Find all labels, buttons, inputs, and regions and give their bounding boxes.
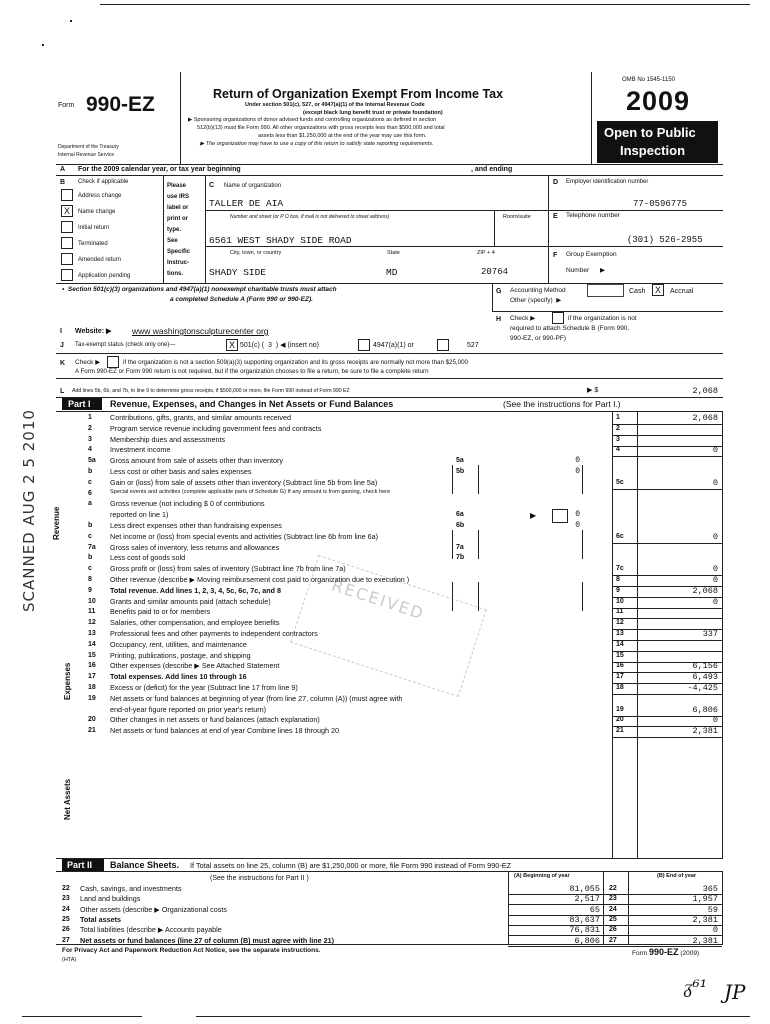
part-1-amount: 2,068 [692,586,718,596]
part-1-line-number: 6 [88,490,92,497]
part-2-column-label: 24 [609,906,617,913]
part-1-line-text: Other changes in net assets or fund balances (attach explanation) [110,715,320,724]
part-1-column-label: 19 [616,706,624,713]
part-2-end-value: 2,381 [692,915,718,925]
state: MD [386,267,398,278]
form-subtitle-5: assets less than $1,250,000 at the end of the year may use this form. [258,133,427,139]
section-g-label: G [496,288,502,295]
part-1-line-number: 7a [88,544,96,551]
please-label-6: Specific [167,249,191,255]
part-2-end-value: 2,381 [692,936,718,946]
section-h-line-3: 990-EZ, or 990-PF) [510,335,566,342]
part-2-line-text: Total assets [80,915,122,924]
please-label-7: Instruc- [167,260,190,266]
part-1-row-rule [612,651,722,652]
part-1-line-text: Special events and activities (complete applicable parts of Schedule G) If any amount is from gaming, check here [110,489,391,495]
org-name: TALLER DE AIA [209,198,284,209]
part-1-line-text: Program service revenue including government fees and contracts [110,424,322,433]
501c-label: 501(c) ( 3 ) ◀ (insert no) [240,342,319,349]
part-1-line-text: Gross revenue (not including $ 0 of contributions [110,499,265,508]
gaming-checkbox[interactable] [552,509,568,523]
section-b-label: B [60,179,66,186]
side-label-revenue: Revenue [52,506,61,540]
part-1-line-number: 15 [88,652,96,659]
line-k-check: Check ▶ [75,359,101,366]
part-2-line-number: 23 [62,895,70,902]
dept-line-2: Internal Revenue Service [58,152,115,158]
part-1-line-number: 12 [88,619,96,626]
line-a-label: A [60,166,66,173]
part-1-line-text: Total revenue. Add lines 1, 2, 3, 4, 5c, 6c, 7c, and 8 [110,586,281,595]
part-1-column-label: 4 [616,446,620,453]
form-number: 990-EZ [86,93,155,116]
please-label-5: See [167,238,178,244]
section-d-label: D [553,179,559,186]
part-1-line-text: Gross profit or (loss) from sales of inventory (Subtract line 7b from line 7a) [110,564,346,573]
part-1-row-rule [612,737,722,738]
cash-checkbox[interactable]: X [652,284,664,296]
part-1-line-text: Net assets or fund balances at beginning of year (from line 27, column (A)) (must agree with [110,694,403,703]
side-label-net-assets: Net Assets [63,778,72,820]
part-2-column-label: 26 [609,926,617,933]
line-k-label: K [60,360,66,367]
part-1-row-rule [612,435,722,436]
part-1-line-text: Excess or (deficit) for the year (Subtract line 17 from line 9) [110,683,298,692]
part-1-line-number: 14 [88,641,96,648]
address-change-checkbox[interactable] [61,189,73,201]
amended-return-checkbox[interactable] [61,253,73,265]
part-2-row-rule [508,946,722,947]
part-1-row-rule [612,424,722,425]
part-1-amount: 0 [712,445,718,455]
part-1-line-text: Gain or (loss) from sale of assets other than inventory (Subtract line 5b from line 5a) [110,478,378,487]
part-1-column-label: 5c [616,479,624,486]
part-1-column-label: 13 [616,630,624,637]
part-1-mid-box-label: 6a [456,511,464,518]
part-1-line-number: 11 [88,608,96,615]
form-subtitle-6: ▶ The organization may have to use a copy of this return to satisfy state reporting requirements. [200,141,434,147]
scanned-stamp: SCANNED AUG 2 5 2010 [20,409,38,612]
open-to-public-line-1: Open to Public [604,125,696,140]
part-1-column-label: 18 [616,684,624,691]
section-c-label: C [209,182,215,189]
part-2-column-label: 22 [609,885,617,892]
part-1-line-number: a [88,500,92,507]
line-l-value: 2,068 [692,386,718,396]
part-1-amount: -4,425 [687,683,718,693]
ein: 77-0596775 [633,199,688,209]
part-1-line-number: 13 [88,630,96,637]
part-1-mid-box-label: 7b [456,554,465,561]
zip: 20764 [481,267,509,277]
website-value: www washingtonsculpturecenter org [132,326,269,336]
part-2-tag: Part II [67,860,93,870]
omb-number: OMB No 1545-1150 [622,77,675,83]
part-1-line-number: 18 [88,684,96,691]
part-1-amount: 6,156 [692,661,718,671]
scan-dot-2 [42,44,44,46]
part-1-line-text: Net income or (loss) from special events and activities (Subtract line 6b from line 6a) [110,532,379,541]
part-1-line-number: 16 [88,662,96,669]
part-2-end-value: 1,957 [692,894,718,904]
part-1-amount: 0 [712,715,718,725]
part-1-title-2: (See the instructions for Part I.) [503,399,621,409]
part-1-column-label: 6c [616,533,624,540]
part-2-beginning-value: 81,055 [569,884,600,894]
section-h-label: H [496,316,502,323]
application-pending-checkbox[interactable] [61,269,73,281]
part-1-row-rule [612,694,722,695]
accounting-method-label: Accounting Method [510,287,566,294]
line-k-checkbox[interactable] [107,356,119,368]
part-1-line-text: Salaries, other compensation, and employee benefits [110,618,280,627]
part-1-line-text: Less direct expenses other than fundraising expenses [110,521,282,530]
part-2-beginning-value: 65 [589,905,600,915]
4947-checkbox[interactable] [358,339,370,351]
part-1-column-label: 9 [616,587,620,594]
part-2-end-value: 59 [707,905,718,915]
part-1-column-label: 2 [616,425,620,432]
please-label-0: Please [167,183,187,189]
part-1-line-text: Membership dues and assessments [110,435,226,444]
line-j-label: J [60,342,64,349]
handwritten-mark: ᵹ⁶¹ [684,977,707,998]
application-pending-label: Application pending [78,273,131,279]
footer-hta: (HTA) [62,957,77,963]
part-1-mid-box-value: 0 [575,456,580,465]
part-1-line-number: 10 [88,598,96,605]
part-1-line-text: Other expenses (describe ▶ See Attached Statement [110,661,280,670]
terminated-label: Terminated [78,241,108,247]
part-1-line-text: Other revenue (describe ▶ Moving reimbursement cost paid to organization due to execution ) [110,575,410,584]
part-1-line-text: Contributions, gifts, grants, and similar amounts received [110,413,291,422]
accrual-label: Accrual [670,288,694,295]
part-1-line-text: Gross sales of inventory, less returns and allowances [110,543,280,552]
part-1-row-rule [612,543,722,544]
address-change-label: Address change [78,193,122,199]
line-l-arrow: ▶ $ [587,387,599,394]
please-label-2: label or [167,205,189,211]
part-1-mid-box-label: 7a [456,544,464,551]
part-1-row-rule [612,489,722,490]
part-1-title: Revenue, Expenses, and Changes in Net Assets or Fund Balances [110,399,394,409]
received-stamp: RECEIVED [329,575,428,624]
ein-label: Employer identification number [566,179,649,185]
section-h-check: Check ▶ [510,315,536,322]
part-1-line-text: Less cost of goods sold [110,553,186,562]
part-1-amount: 2,381 [692,726,718,736]
part-2-line-number: 22 [62,885,70,892]
state-label: State [387,250,400,256]
section-h-line-1b: if the organization is not [568,315,637,322]
part-2-title: Balance Sheets. [110,860,180,870]
4947-label: 4947(a)(1) or [373,342,414,349]
group-number-label: Number ▶ [566,267,605,274]
scan-dot [70,20,72,22]
part-1-line-number: 21 [88,727,96,734]
part-2-title-2: If Total assets on line 25, column (B) are $1,250,000 or more, file Form 990 instead of Form 990-EZ [190,861,512,870]
footer-form: Form 990-EZ (2009) [632,947,700,957]
part-1-mid-box-value: 0 [575,510,580,519]
part-2-column-label: 27 [609,937,617,944]
part-2-beginning-value: 83,637 [569,915,600,925]
part-2-column-label: 23 [609,895,617,902]
open-to-public-line-2: Inspection [620,143,686,158]
part-1-amount: 0 [712,597,718,607]
part-1-column-label: 1 [616,414,620,421]
line-l-text: Add lines 5b, 6b, and 7b, to line 9 to determine gross receipts, if $500,000 or more, file Form 990 instead of Form 990 EZ [72,388,350,394]
please-label-3: print or [167,216,188,222]
form-subtitle-3: ▶ Sponsoring organizations of donor advised funds and controlling organizations as defined in section [188,117,437,123]
part-1-column-label: 21 [616,727,624,734]
part-2-row-rule [508,935,722,936]
part-1-row-rule [612,608,722,609]
please-label-8: tions. [167,271,183,277]
part-1-amount: 0 [712,532,718,542]
part-1-amount: 0 [712,564,718,574]
part-1-line-text: Occupancy, rent, utilities, and maintenance [110,640,247,649]
part-1-line-number: 2 [88,425,92,432]
part-1-line-number: 1 [88,414,92,421]
part-2-line-text: Cash, savings, and investments [80,884,182,893]
please-label-1: use IRS [167,194,190,200]
schedule-b-checkbox[interactable] [552,312,564,324]
form-title: Return of Organization Exempt From Income Tax [213,87,504,101]
website-label: Website: ▶ [75,328,112,335]
part-1-line-text: Less cost or other basis and sales expenses [110,467,252,476]
form-subtitle-2: (except black lung benefit trust or private foundation) [303,110,443,116]
line-a-ending: , and ending [471,166,513,173]
part-1-mid-box-label: 5b [456,468,465,475]
part-1-line-number: b [88,554,93,561]
part-1-column-label: 10 [616,598,624,605]
part-2-beginning-value: 6,806 [574,936,600,946]
tax-exempt-status-label: Tax-exempt status (check only one)— [75,342,176,348]
part-1-column-label: 20 [616,716,624,723]
column-b-header: (B) End of year [657,873,697,879]
part-1-line-text: Gross amount from sale of assets other than inventory [110,456,283,465]
phone: (301) 526-2955 [627,235,703,245]
part-1-line-number: 8 [88,576,92,583]
part-1-line-text: reported on line 1) [110,510,169,519]
terminated-checkbox[interactable] [61,237,73,249]
section-b-head: Check if applicable [78,179,129,185]
form-subtitle-4: 512(b)(13) must file Form 990. All other organizations with gross receipts less than $500,000 and total [197,125,445,131]
part-1-amount: 2,068 [692,413,718,423]
part-1-column-label: 16 [616,662,624,669]
tax-year: 2009 [626,86,691,116]
part-1-line-number: 5a [88,457,96,464]
part-1-column-label: 11 [616,608,624,615]
part-1-row-rule [612,640,722,641]
column-a-header: (A) Beginning of year [514,873,570,879]
part-2-line-number: 24 [62,906,70,913]
group-exemption-label: Group Exemption [566,251,617,258]
part-1-line-number: 19 [88,695,96,702]
part-1-row-rule [612,618,722,619]
part-1-line-text: Grants and similar amounts paid (attach schedule) [110,597,271,606]
part-1-amount: 6,493 [692,672,718,682]
street-address: 6561 WEST SHADY SIDE ROAD [209,235,352,246]
form-prefix: Form [58,102,75,109]
line-l-label: L [60,388,65,395]
527-checkbox[interactable] [437,339,449,351]
cash-label: Cash [629,288,646,295]
part-1-line-number: c [88,533,92,540]
part-1-mid-box-value: 0 [575,521,580,530]
amended-return-label: Amended return [78,257,122,263]
part-1-line-number: 17 [88,673,96,680]
part-1-line-number: c [88,479,92,486]
section-501-line-2: a completed Schedule A (Form 990 or 990-EZ). [170,296,313,303]
form-subtitle-1: Under section 501(c), 527, or 4947(a)(1) of the Internal Revenue Code [245,102,425,108]
gaming-arrow: ▶ [530,511,537,520]
part-2-beginning-value: 2,517 [574,894,600,904]
section-501-line-1: • Section 501(c)(3) organizations and 4947(a)(1) nonexempt charitable trusts must attach [62,286,337,293]
footer-privacy: For Privacy Act and Paperwork Reduction Act Notice, see the separate instructions. [62,947,321,954]
part-2-line-text: Other assets (describe ▶ Organizational costs [80,905,227,914]
name-change-label: Name change [78,209,116,215]
name-change-checkbox[interactable]: X [61,205,73,217]
part-1-line-number: 3 [88,436,92,443]
part-1-column-label: 3 [616,436,620,443]
part-1-line-number: 4 [88,446,92,453]
part-2-see: (See the instructions for Part II ) [210,875,309,882]
part-1-amount: 0 [712,575,718,585]
part-1-mid-box-label: 5a [456,457,464,464]
part-2-end-value: 0 [712,925,718,935]
line-k-text: if the organization is not a section 509(a)(3) supporting organization and its gross receipts are normally not more than $25,000 [123,359,468,366]
other-method-label: Other (specify) ▶ [510,297,562,304]
part-1-line-number: 20 [88,716,96,723]
accounting-field [587,284,624,297]
part-1-row-rule [612,456,722,457]
dept-line-1: Department of the Treasury [58,144,119,150]
part-1-line-text: Professional fees and other payments to independent contractors [110,629,318,638]
part-1-line-text: Net assets or fund balances at end of year Combine lines 18 through 20 [110,726,339,735]
room-label: Room/suite [503,214,531,220]
501c-checkbox[interactable]: X [226,339,238,351]
part-1-mid-box-value: 0 [575,467,580,476]
part-1-line-number: c [88,565,92,572]
zip-label: ZIP + 4 [477,250,495,256]
part-2-beginning-value: 76,831 [569,925,600,935]
527-label: 527 [467,342,479,349]
part-1-line-text: Total expenses. Add lines 10 through 16 [110,672,247,681]
please-label-4: type. [167,227,182,233]
org-name-label: Name of organization [224,183,282,189]
phone-label: Telephone number [566,212,620,219]
line-i-label: I [60,328,62,335]
street-label: Number and street (or P O box, if mail is not delivered to street address) [230,214,390,220]
part-1-amount: 0 [712,478,718,488]
section-h-line-2: required to attach Schedule B (Form 990, [510,325,630,332]
part-1-column-label: 15 [616,652,624,659]
part-1-column-label: 7c [616,565,624,572]
part-2-line-text: Total liabilities (describe ▶ Accounts payable [80,925,222,934]
city: SHADY SIDE [209,267,267,278]
part-2-row-rule [508,904,722,905]
part-1-line-text: Printing, publications, postage, and shipping [110,651,251,660]
part-1-line-text: end-of-year figure reported on prior year's return) [110,705,266,714]
initial-return-label: Initial return [78,225,110,231]
part-2-line-text: Land and buildings [80,894,141,903]
part-1-line-number: b [88,522,93,529]
part-1-line-text: Investment income [110,445,171,454]
part-2-line-number: 26 [62,926,70,933]
city-label: City, town, or country [230,250,282,256]
side-label-expenses: Expenses [63,662,72,700]
part-2-line-text: Net assets or fund balances (line 27 of column (B) must agree with line 21) [80,936,335,945]
part-1-column-label: 8 [616,576,620,583]
part-2-line-number: 25 [62,916,70,923]
part-1-line-number: b [88,468,93,475]
part-1-tag: Part I [68,399,91,409]
handwritten-initials: JP [724,980,746,1004]
section-e-label: E [553,213,558,220]
initial-return-checkbox[interactable] [61,221,73,233]
line-k-text-2: A Form 990-EZ or Form 990 return is not required, but if the organization chooses to file a return, be sure to file a complete return [75,368,429,375]
part-1-column-label: 12 [616,619,624,626]
part-1-amount: 337 [702,629,718,639]
part-2-line-number: 27 [62,937,70,944]
part-1-line-text: Benefits paid to or for members [110,607,211,616]
part-1-amount: 6,806 [692,705,718,715]
part-2-column-label: 25 [609,916,617,923]
section-f-label: F [553,252,558,259]
line-a-text: For the 2009 calendar year, or tax year beginning [78,166,241,173]
part-1-column-label: 14 [616,641,624,648]
part-1-line-number: 9 [88,587,92,594]
part-1-mid-box-label: 6b [456,522,465,529]
part-1-column-label: 17 [616,673,624,680]
part-2-end-value: 365 [702,884,718,894]
